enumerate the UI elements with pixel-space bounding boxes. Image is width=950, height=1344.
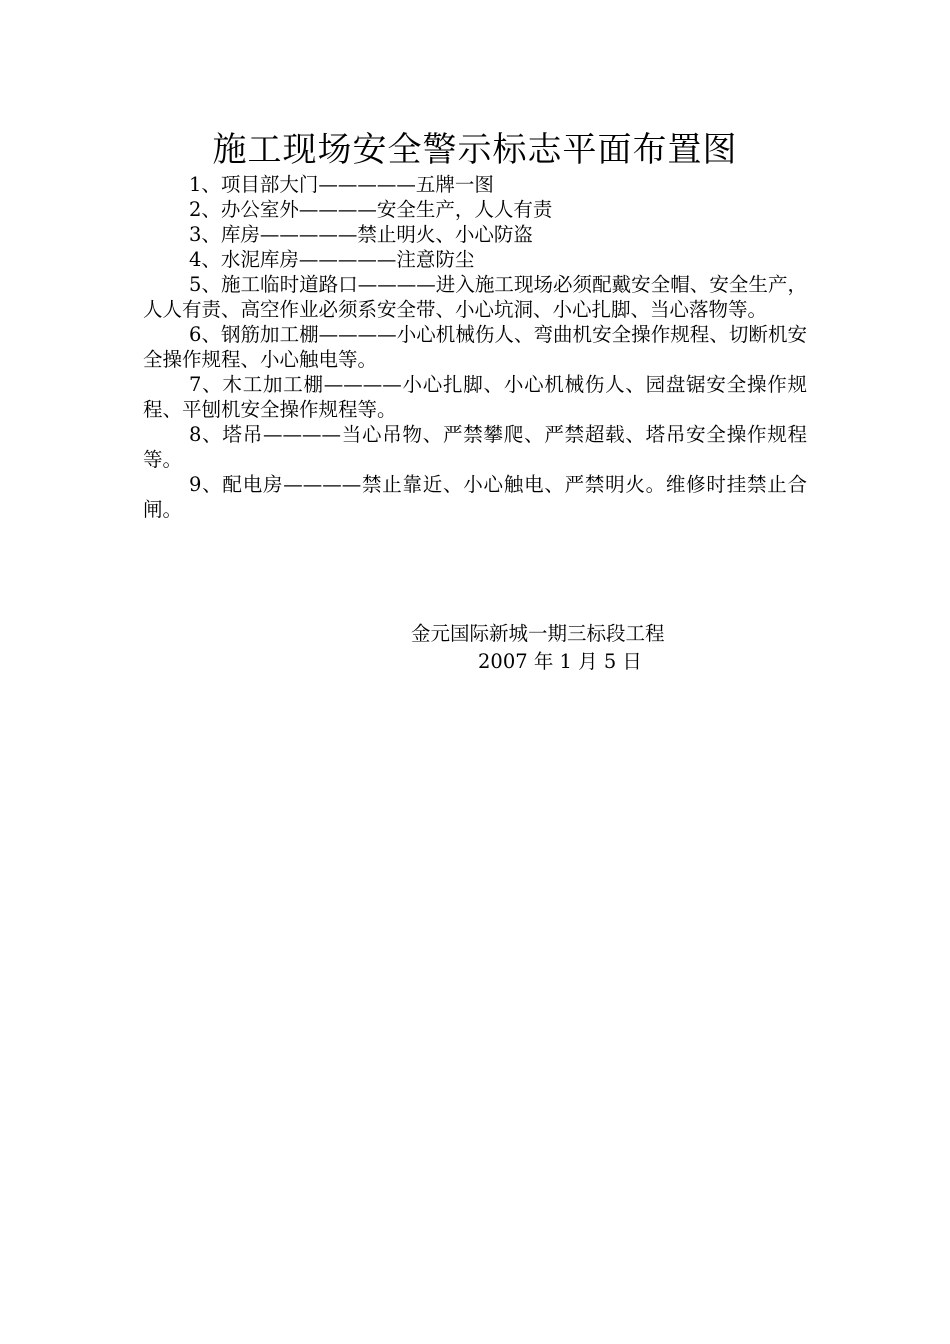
list-item-1: 1、项目部大门—————五牌一图 (189, 173, 494, 196)
document-body (143, 128, 807, 522)
list-item-4: 4、水泥库房—————注意防尘 (189, 248, 475, 271)
list-item-3: 3、库房—————禁止明火、小心防盗 (189, 223, 533, 246)
organization-name: 金元国际新城一期三标段工程 (411, 622, 665, 645)
document-title: 施工现场安全警示标志平面布置图 (212, 130, 738, 170)
document-date: 2007 年 1 月 5 日 (478, 650, 642, 673)
list-item-8: 8、塔吊————当心吊物、严禁攀爬、严禁超载、塔吊安全操作规程等。 (143, 423, 807, 471)
signature-block (143, 620, 807, 676)
list-item-2: 2、办公室外————安全生产，人人有责 (189, 198, 553, 221)
list-item-5: 5、施工临时道路口————进入施工现场必须配戴安全帽、安全生产，人人有责、高空作业必须系安全带、小心坑洞、小心扎脚、当心落物等。 (143, 273, 807, 321)
list-item-9: 9、配电房————禁止靠近、小心触电、严禁明火。维修时挂禁止合闸。 (143, 473, 807, 521)
list-item-7: 7、木工加工棚————小心扎脚、小心机械伤人、园盘锯安全操作规程、平刨机安全操作规程等。 (143, 373, 807, 421)
list-item-6: 6、钢筋加工棚————小心机械伤人、弯曲机安全操作规程、切断机安全操作规程、小心触电等。 (143, 323, 807, 371)
